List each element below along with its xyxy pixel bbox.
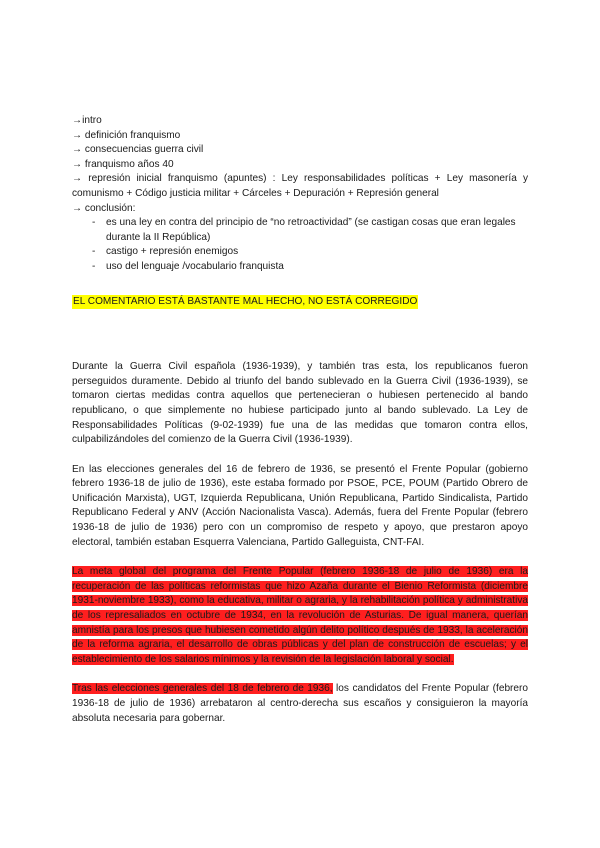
paragraph-4 [72, 682, 528, 726]
outline-definicion: → definición franquismo [72, 129, 181, 141]
conclusion-item: - uso del lenguaje /vocabulario franquista [92, 260, 528, 275]
document-page [72, 114, 528, 726]
conclusion-list [72, 216, 528, 274]
paragraph-2: En las elecciones generales del 16 de febrero de 1936, se presentó el Frente Popular (gobierno febrero 1936-18 de julio de 1936), este estaba formado por PSOE, PCE, POUM (Partido Obrero de Unificación Marxista), UGT, Izquierda Republicana, Unión Republicana, Partido Sindicalista, Partido Republicano Federal y ANV (Acción Nacionalista Vasca). Además, fuera del Frente Popular (febrero 1936-18 de julio de 1936) pero con un compromiso de respeto y apoyo, que prestaron apoyo electoral, también estaban Esquerra Valenciana, Partido Galleguista, CNT-FAI. [72, 463, 528, 548]
not-corrected-notice: EL COMENTARIO ESTÁ BASTANTE MAL HECHO, NO ESTÁ CORREGIDO [72, 295, 418, 310]
paragraph-3 [72, 565, 528, 667]
outline-conclusion: → conclusión: [72, 202, 136, 214]
conclusion-item: - es una ley en contra del principio de “no retroactividad” (se castigan cosas que eran legales durante la II República) [92, 216, 528, 245]
paragraph-1: Durante la Guerra Civil española (1936-1939), y también tras esta, los republicanos fueron perseguidos duramente. Debido al triunfo del bando sublevado en la Guerra Civil (1936-1939), se tomaron ciertas medidas contra aquellos que pertenecieran o hubiesen pertenecido al bando republicano, o que simplemente no hubiese participado junto al bando sublevado. La Ley de Responsabilidades Políticas (9-02-1939) fue una de las medidas que tomaron contra ellos, culpabilizándoles del comienzo de la Guerra Civil (1936-1939). [72, 361, 528, 446]
outline [72, 114, 528, 275]
outline-anios40: → franquismo años 40 [72, 158, 174, 170]
outline-represion: → represión inicial franquismo (apuntes) : Ley responsabilidades políticas + Ley masonería y comunismo + Código justicia militar + Cárceles + Depuración + Represión general [72, 173, 528, 199]
paragraph-4-text: los candidatos del Frente Popular (febrero 1936-18 de julio de 1936) arrebataron al centro-derecha sus escaños y consiguieron la mayoría absoluta necesaria para gobernar. [72, 683, 529, 724]
outline-consecuencias: → consecuencias guerra civil [72, 144, 204, 156]
paragraph-3-highlight: La meta global del programa del Frente Popular (febrero 1936-18 de julio de 1936) era la recuperación de las políticas reformistas que hizo Azaña durante el Bienio Reformista (diciembre 1931-noviembre 1933), como la educativa, militar o agraria, y la rehabilitación política y administrativa de los represaliados en octubre de 1934, en la revolución de Asturias. De igual manera, querían amnistía para los presos que hubiesen cometido algún delito político después de 1933, la aceleración de la reforma agraria, el desarrollo de obras públicas y del plan de construcción de escuelas; y el establecimiento de los salarios mínimos y la revisión de la legislación laboral y social. [72, 566, 528, 665]
paragraph-4-highlight: Tras las elecciones generales del 18 de febrero de 1936, [72, 683, 333, 695]
conclusion-item: - castigo + represión enemigos [92, 245, 528, 260]
outline-intro: →intro [72, 115, 102, 126]
